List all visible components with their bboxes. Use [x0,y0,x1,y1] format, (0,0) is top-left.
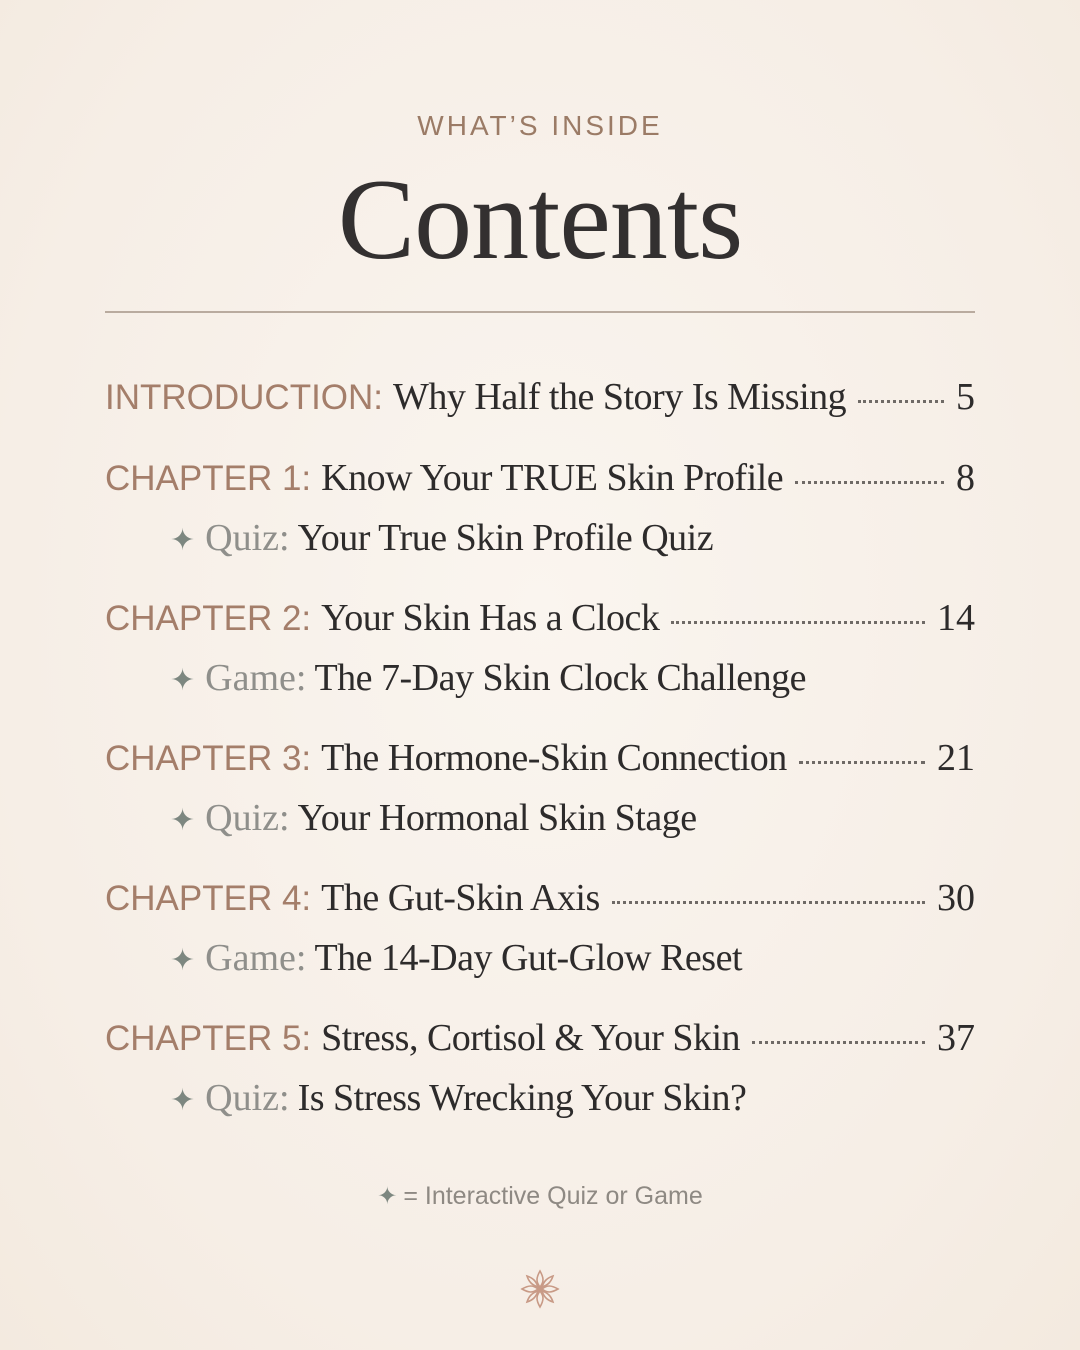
entry-page-number: 37 [937,1017,975,1059]
sparkle-icon: ✦ [170,1083,196,1118]
dot-leader [752,1040,925,1044]
sub-entry-type: Game: [205,937,307,979]
entry-title: Your Skin Has a Clock [321,597,660,639]
divider [105,311,975,313]
dot-leader [671,620,925,624]
entry-page-number: 14 [937,597,975,639]
legend [0,1182,1080,1211]
dot-leader [795,480,944,484]
entry-page-number: 30 [937,877,975,919]
legend-text: = Interactive Quiz or Game [403,1182,703,1210]
floral-ornament-icon [519,1268,561,1310]
sub-entry-type: Quiz: [205,517,290,559]
entry-prefix: CHAPTER 2: [105,599,312,638]
sparkle-icon: ✦ [170,803,196,838]
entry-prefix: CHAPTER 5: [105,1019,312,1058]
dot-leader [612,900,925,904]
toc-entry-chapter-2[interactable] [105,596,975,646]
sub-entry-title: The 14-Day Gut-Glow Reset [314,937,742,979]
page-title: Contents [337,156,743,284]
dot-leader [799,760,925,764]
sub-entry-type: Quiz: [205,1077,290,1119]
dot-leader [858,399,944,403]
toc-entry-chapter-3[interactable] [105,736,975,786]
toc-sub-entry-game-4[interactable] [170,936,742,986]
sub-entry-title: Is Stress Wrecking Your Skin? [297,1077,747,1119]
entry-title: Stress, Cortisol & Your Skin [321,1017,741,1059]
toc-entry-chapter-5[interactable] [105,1016,975,1066]
entry-title: The Hormone-Skin Connection [321,737,787,779]
toc-sub-entry-quiz-1[interactable] [170,516,713,566]
toc-entry-chapter-4[interactable] [105,876,975,926]
toc-sub-entry-quiz-3[interactable] [170,796,697,846]
sub-entry-type: Game: [205,657,307,699]
toc-sub-entry-quiz-5[interactable] [170,1076,746,1126]
sparkle-icon: ✦ [170,943,196,978]
entry-prefix: CHAPTER 3: [105,739,312,778]
toc-entry-chapter-1[interactable] [105,456,975,506]
eyebrow-label: WHAT’S INSIDE [417,110,663,141]
entry-page-number: 8 [956,457,975,499]
entry-page-number: 21 [937,737,975,779]
sparkle-icon: ✦ [170,663,196,698]
toc-entry-introduction[interactable] [105,375,975,425]
entry-title: Why Half the Story Is Missing [393,376,847,418]
sparkle-icon: ✦ [377,1182,398,1210]
toc-sub-entry-game-2[interactable] [170,656,806,706]
sub-entry-title: Your Hormonal Skin Stage [297,797,697,839]
entry-prefix: CHAPTER 1: [105,459,312,498]
entry-page-number: 5 [956,376,975,418]
sparkle-icon: ✦ [170,523,196,558]
entry-title: The Gut-Skin Axis [321,877,600,919]
entry-title: Know Your TRUE Skin Profile [321,457,784,499]
entry-prefix: INTRODUCTION: [105,378,384,417]
sub-entry-title: The 7-Day Skin Clock Challenge [314,657,806,699]
sub-entry-title: Your True Skin Profile Quiz [297,517,714,559]
entry-prefix: CHAPTER 4: [105,879,312,918]
sub-entry-type: Quiz: [205,797,290,839]
